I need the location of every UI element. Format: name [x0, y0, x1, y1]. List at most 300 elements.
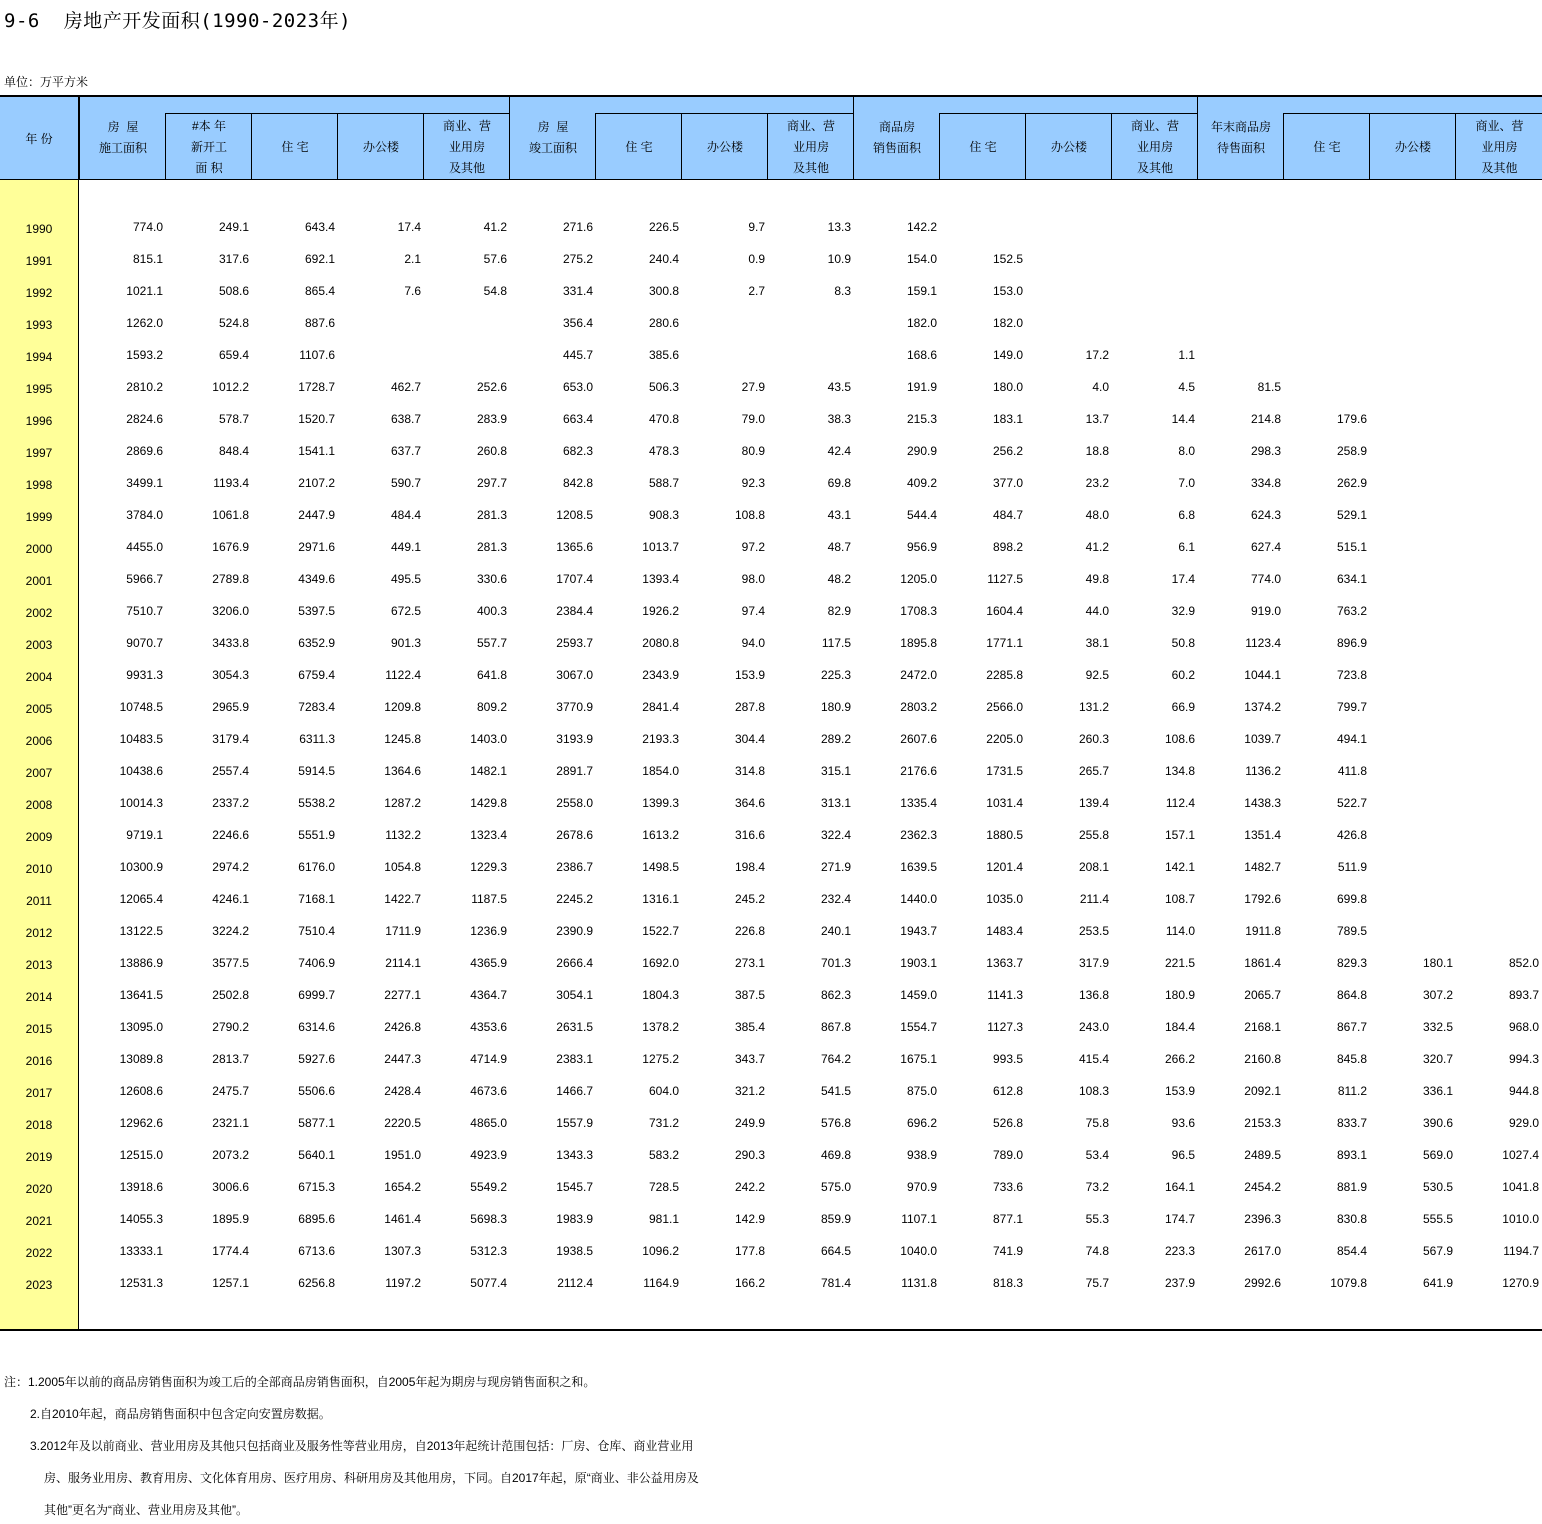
table-cell: 1604.4 [986, 604, 1023, 618]
table-cell: 833.7 [1336, 1116, 1367, 1130]
table-cell: 9719.1 [126, 828, 163, 842]
table-cell: 1774.4 [212, 1244, 249, 1258]
table-cell: 7283.4 [298, 700, 335, 714]
table-cell: 336.1 [1422, 1084, 1453, 1098]
table-cell: 515.1 [1336, 540, 1367, 554]
table-cell: 1061.8 [212, 508, 249, 522]
table-cell: 4.5 [1178, 380, 1195, 394]
table-cell: 3770.9 [556, 700, 593, 714]
table-cell: 5397.5 [298, 604, 335, 618]
table-row [0, 1172, 1542, 1204]
table-cell: 1771.1 [986, 636, 1023, 650]
table-cell: 6999.7 [298, 988, 335, 1002]
table-cell: 2168.1 [1244, 1020, 1281, 1034]
table-cell: 154.0 [906, 252, 937, 266]
table-cell: 4.0 [1092, 380, 1109, 394]
column-header: 办公楼 [1369, 113, 1456, 180]
table-cell: 108.3 [1078, 1084, 1109, 1098]
table-cell: 2383.1 [556, 1052, 593, 1066]
table-cell: 664.5 [820, 1244, 851, 1258]
table-row [0, 660, 1542, 692]
table-cell: 6759.4 [298, 668, 335, 682]
table-cell: 898.2 [992, 540, 1023, 554]
table-cell: 1021.1 [126, 284, 163, 298]
table-cell: 377.0 [992, 476, 1023, 490]
table-cell: 2607.6 [900, 732, 937, 746]
table-cell: 2362.3 [900, 828, 937, 842]
table-cell: 304.4 [734, 732, 765, 746]
table-cell: 1141.3 [987, 988, 1023, 1002]
table-cell: 1122.4 [385, 668, 421, 682]
table-cell: 731.2 [648, 1116, 679, 1130]
table-cell: 136.8 [1078, 988, 1109, 1002]
table-cell: 43.1 [827, 508, 851, 522]
table-cell: 166.2 [734, 1276, 765, 1290]
table-cell: 728.5 [648, 1180, 679, 1194]
table-cell: 157.1 [1164, 828, 1195, 842]
table-cell: 6256.8 [298, 1276, 335, 1290]
table-cell: 2176.6 [900, 764, 937, 778]
table-cell: 1728.7 [298, 380, 335, 394]
table-cell: 1054.8 [384, 860, 421, 874]
table-cell: 2789.8 [212, 572, 249, 586]
table-cell: 624.3 [1250, 508, 1281, 522]
table-cell: 1378.2 [642, 1020, 679, 1034]
table-cell: 322.4 [820, 828, 851, 842]
table-cell: 142.1 [1164, 860, 1195, 874]
table-cell: 692.1 [304, 252, 335, 266]
table-cell: 1351.4 [1244, 828, 1281, 842]
table-cell: 2790.2 [212, 1020, 249, 1034]
table-row [0, 1012, 1542, 1044]
table-cell: 1422.7 [384, 892, 421, 906]
table-cell: 627.4 [1250, 540, 1281, 554]
table-cell: 17.4 [397, 220, 421, 234]
table-cell: 938.9 [906, 1148, 937, 1162]
table-cell: 1983.9 [556, 1212, 593, 1226]
table-cell: 10438.6 [119, 764, 163, 778]
table-cell: 1482.1 [470, 764, 507, 778]
table-row [0, 596, 1542, 628]
table-cell: 3784.0 [126, 508, 163, 522]
year-cell: 2019 [25, 1150, 53, 1164]
table-cell: 256.2 [992, 444, 1023, 458]
table-cell: 1440.0 [900, 892, 937, 906]
table-cell: 13641.5 [119, 988, 163, 1002]
table-cell: 1323.4 [470, 828, 507, 842]
table-cell: 1201.4 [986, 860, 1023, 874]
table-cell: 2472.0 [900, 668, 937, 682]
column-header: 年末商品房 待售面积 [1197, 97, 1284, 179]
table-cell: 81.5 [1257, 380, 1281, 394]
table-cell: 1374.2 [1244, 700, 1281, 714]
table-cell: 864.8 [1336, 988, 1367, 1002]
table-cell: 2396.3 [1244, 1212, 1281, 1226]
table-cell: 283.9 [476, 412, 507, 426]
table-cell: 1943.7 [900, 924, 937, 938]
table-cell: 875.0 [906, 1084, 937, 1098]
table-cell: 153.9 [734, 668, 765, 682]
year-cell: 2009 [25, 830, 53, 844]
year-cell: 2015 [25, 1022, 53, 1036]
table-cell: 7510.7 [126, 604, 163, 618]
table-cell: 2558.0 [556, 796, 593, 810]
table-cell: 1012.2 [212, 380, 249, 394]
table-cell: 5538.2 [298, 796, 335, 810]
table-cell: 723.8 [1336, 668, 1367, 682]
table-cell: 183.1 [992, 412, 1023, 426]
table-row [0, 948, 1542, 980]
table-cell: 1236.9 [470, 924, 507, 938]
table-cell: 5077.4 [470, 1276, 507, 1290]
table-cell: 854.4 [1336, 1244, 1367, 1258]
year-cell: 2004 [25, 670, 53, 684]
table-cell: 1187.5 [471, 892, 507, 906]
table-cell: 1041.8 [1502, 1180, 1539, 1194]
table-cell: 13.3 [827, 220, 851, 234]
table-cell: 153.9 [1164, 1084, 1195, 1098]
table-cell: 494.1 [1336, 732, 1367, 746]
table-cell: 1399.3 [642, 796, 679, 810]
table-cell: 1245.8 [384, 732, 421, 746]
table-cell: 1403.0 [470, 732, 507, 746]
table-cell: 253.5 [1078, 924, 1109, 938]
table-row [0, 1204, 1542, 1236]
table-cell: 4865.0 [470, 1116, 507, 1130]
table-cell: 55.3 [1085, 1212, 1109, 1226]
column-header: 办公楼 [681, 113, 768, 180]
table-cell: 970.9 [906, 1180, 937, 1194]
table-row [0, 692, 1542, 724]
table-cell: 7.6 [404, 284, 421, 298]
table-cell: 2502.8 [212, 988, 249, 1002]
table-cell: 1287.2 [384, 796, 421, 810]
table-cell: 73.2 [1085, 1180, 1109, 1194]
table-cell: 511.9 [1337, 860, 1367, 874]
year-cell: 2014 [25, 990, 53, 1004]
table-cell: 993.5 [992, 1052, 1023, 1066]
table-cell: 214.8 [1250, 412, 1281, 426]
table-cell: 1459.0 [900, 988, 937, 1002]
table-cell: 1903.1 [900, 956, 937, 970]
table-cell: 48.2 [827, 572, 851, 586]
table-cell: 1127.5 [987, 572, 1023, 586]
table-cell: 180.9 [820, 700, 851, 714]
table-cell: 1522.7 [642, 924, 679, 938]
table-cell: 307.2 [1422, 988, 1453, 1002]
table-cell: 255.8 [1078, 828, 1109, 842]
table-cell: 2869.6 [126, 444, 163, 458]
table-cell: 659.4 [218, 348, 249, 362]
table-cell: 38.3 [827, 412, 851, 426]
table-cell: 180.1 [1422, 956, 1453, 970]
table-cell: 98.0 [741, 572, 765, 586]
table-cell: 2428.4 [384, 1084, 421, 1098]
year-cell: 1997 [25, 446, 53, 460]
table-cell: 1613.2 [642, 828, 679, 842]
table-cell: 2246.6 [212, 828, 249, 842]
table-cell: 13122.5 [119, 924, 163, 938]
year-cell: 2008 [25, 798, 53, 812]
table-cell: 240.4 [648, 252, 679, 266]
table-cell: 314.8 [734, 764, 765, 778]
table-cell: 317.6 [218, 252, 249, 266]
table-cell: 1335.4 [900, 796, 937, 810]
table-cell: 6352.9 [298, 636, 335, 650]
table-cell: 3193.9 [556, 732, 593, 746]
table-cell: 3067.0 [556, 668, 593, 682]
table-cell: 1107.1 [901, 1212, 937, 1226]
column-header: 办公楼 [1025, 113, 1112, 180]
year-cell: 2023 [25, 1278, 53, 1292]
table-cell: 13918.6 [119, 1180, 163, 1194]
table-row [0, 468, 1542, 500]
table-cell: 96.5 [1171, 1148, 1195, 1162]
table-cell: 2073.2 [212, 1148, 249, 1162]
table-cell: 6713.6 [298, 1244, 335, 1258]
table-cell: 74.8 [1085, 1244, 1109, 1258]
year-cell: 2002 [25, 606, 53, 620]
table-cell: 815.1 [132, 252, 163, 266]
table-cell: 774.0 [132, 220, 163, 234]
table-cell: 82.9 [827, 604, 851, 618]
table-cell: 243.0 [1078, 1020, 1109, 1034]
table-cell: 1363.7 [986, 956, 1023, 970]
table-cell: 1205.0 [900, 572, 937, 586]
table-cell: 7510.4 [298, 924, 335, 938]
table-cell: 1792.6 [1244, 892, 1281, 906]
table-cell: 10300.9 [119, 860, 163, 874]
column-header: 商业、营 业用房 及其他 [423, 113, 510, 180]
table-cell: 1554.7 [900, 1020, 937, 1034]
table-cell: 2384.4 [556, 604, 593, 618]
table-cell: 604.0 [648, 1084, 679, 1098]
table-cell: 2426.8 [384, 1020, 421, 1034]
table-cell: 2803.2 [900, 700, 937, 714]
table-cell: 1676.9 [212, 540, 249, 554]
table-cell: 1136.2 [1245, 764, 1281, 778]
table-cell: 634.1 [1336, 572, 1367, 586]
table-cell: 289.2 [820, 732, 851, 746]
table-cell: 249.1 [218, 220, 249, 234]
table-cell: 13089.8 [119, 1052, 163, 1066]
table-cell: 1895.9 [212, 1212, 249, 1226]
table-cell: 1593.2 [126, 348, 163, 362]
table-cell: 1707.4 [556, 572, 593, 586]
table-cell: 142.9 [734, 1212, 765, 1226]
table-cell: 4365.9 [470, 956, 507, 970]
table-cell: 1013.7 [642, 540, 679, 554]
table-cell: 1127.3 [987, 1020, 1023, 1034]
table-cell: 1498.5 [642, 860, 679, 874]
table-cell: 2.7 [748, 284, 765, 298]
year-cell: 1996 [25, 414, 53, 428]
table-cell: 1307.3 [384, 1244, 421, 1258]
table-cell: 9931.3 [126, 668, 163, 682]
table-cell: 5312.3 [470, 1244, 507, 1258]
table-cell: 38.1 [1085, 636, 1109, 650]
table-cell: 637.7 [390, 444, 421, 458]
table-cell: 896.9 [1336, 636, 1367, 650]
table-cell: 699.8 [1336, 892, 1367, 906]
table-cell: 117.5 [821, 636, 851, 650]
table-cell: 271.9 [820, 860, 851, 874]
table-cell: 830.8 [1336, 1212, 1367, 1226]
table-cell: 108.6 [1164, 732, 1195, 746]
table-row [0, 436, 1542, 468]
table-cell: 2593.7 [556, 636, 593, 650]
table-cell: 10014.3 [119, 796, 163, 810]
table-cell: 174.7 [1164, 1212, 1195, 1226]
table-cell: 1193.4 [213, 476, 249, 490]
table-cell: 575.0 [820, 1180, 851, 1194]
year-cell: 2018 [25, 1118, 53, 1132]
table-cell: 4246.1 [212, 892, 249, 906]
table-cell: 1675.1 [900, 1052, 937, 1066]
footnote-line: 注：1.2005年以前的商品房销售面积为竣工后的全部商品房销售面积，自2005年起为期房与现房销售面积之和。 [4, 1375, 596, 1389]
table-cell: 94.0 [741, 636, 765, 650]
table-row [0, 340, 1542, 372]
table-cell: 2245.2 [556, 892, 593, 906]
table-cell: 5549.2 [470, 1180, 507, 1194]
table-cell: 6895.6 [298, 1212, 335, 1226]
table-cell: 12515.0 [119, 1148, 163, 1162]
table-row [0, 820, 1542, 852]
table-cell: 2810.2 [126, 380, 163, 394]
table-row [0, 372, 1542, 404]
table-cell: 641.8 [476, 668, 507, 682]
table-cell: 225.3 [820, 668, 851, 682]
table-cell: 887.6 [304, 316, 335, 330]
table-cell: 1209.8 [384, 700, 421, 714]
table-cell: 6.1 [1178, 540, 1195, 554]
table-cell: 108.7 [1164, 892, 1195, 906]
table-cell: 409.2 [906, 476, 937, 490]
table-cell: 92.3 [741, 476, 765, 490]
column-header: 住 宅 [939, 113, 1026, 180]
table-cell: 240.1 [820, 924, 851, 938]
table-cell: 901.3 [390, 636, 421, 650]
table-cell: 385.4 [734, 1020, 765, 1034]
table-cell: 522.7 [1336, 796, 1367, 810]
table-cell: 10748.5 [119, 700, 163, 714]
table-cell: 12608.6 [119, 1084, 163, 1098]
table-cell: 1365.6 [556, 540, 593, 554]
table-cell: 919.0 [1250, 604, 1281, 618]
table-cell: 48.0 [1085, 508, 1109, 522]
table-cell: 315.1 [820, 764, 851, 778]
table-cell: 152.5 [992, 252, 1023, 266]
table-cell: 741.9 [992, 1244, 1023, 1258]
table-cell: 1711.9 [385, 924, 421, 938]
year-cell: 2003 [25, 638, 53, 652]
unit-label: 单位：万平方米 [4, 75, 89, 89]
table-cell: 1951.0 [384, 1148, 421, 1162]
table-cell: 7406.9 [298, 956, 335, 970]
table-cell: 6314.6 [298, 1020, 335, 1034]
table-cell: 232.4 [820, 892, 851, 906]
table-cell: 1639.5 [900, 860, 937, 874]
table-cell: 287.8 [734, 700, 765, 714]
table-row [0, 404, 1542, 436]
table-cell: 179.6 [1336, 412, 1367, 426]
table-cell: 653.0 [562, 380, 593, 394]
table-cell: 445.7 [562, 348, 593, 362]
table-top-rule [0, 95, 1542, 97]
table-cell: 4923.9 [470, 1148, 507, 1162]
table-cell: 781.4 [820, 1276, 851, 1290]
column-header: 住 宅 [1283, 113, 1370, 180]
table-cell: 390.6 [1422, 1116, 1453, 1130]
table-cell: 281.3 [476, 540, 507, 554]
year-cell: 1998 [25, 478, 53, 492]
table-cell: 1926.2 [642, 604, 679, 618]
table-cell: 701.3 [820, 956, 851, 970]
table-cell: 612.8 [992, 1084, 1023, 1098]
table-cell: 69.8 [827, 476, 851, 490]
table-cell: 343.7 [734, 1052, 765, 1066]
table-row [0, 532, 1542, 564]
year-cell: 2022 [25, 1246, 53, 1260]
table-cell: 6715.3 [298, 1180, 335, 1194]
table-cell: 252.6 [476, 380, 507, 394]
table-cell: 400.3 [476, 604, 507, 618]
year-cell: 2000 [25, 542, 53, 556]
table-cell: 60.2 [1171, 668, 1195, 682]
table-cell: 2566.0 [986, 700, 1023, 714]
table-cell: 17.4 [1171, 572, 1195, 586]
table-cell: 13333.1 [119, 1244, 163, 1258]
table-cell: 1541.1 [298, 444, 335, 458]
table-cell: 7.0 [1178, 476, 1195, 490]
table-cell: 92.5 [1085, 668, 1109, 682]
table-cell: 298.3 [1250, 444, 1281, 458]
table-cell: 265.7 [1078, 764, 1109, 778]
table-cell: 5506.6 [298, 1084, 335, 1098]
table-cell: 8.0 [1178, 444, 1195, 458]
table-cell: 262.9 [1336, 476, 1367, 490]
table-cell: 3006.6 [212, 1180, 249, 1194]
column-header: 房 屋 施工面积 [79, 97, 166, 179]
table-cell: 18.8 [1085, 444, 1109, 458]
table-cell: 829.3 [1336, 956, 1367, 970]
table-cell: 13.7 [1085, 412, 1109, 426]
table-cell: 2824.6 [126, 412, 163, 426]
table-cell: 1895.8 [900, 636, 937, 650]
table-cell: 182.0 [906, 316, 937, 330]
table-cell: 208.1 [1078, 860, 1109, 874]
table-cell: 44.0 [1085, 604, 1109, 618]
table-cell: 1654.2 [384, 1180, 421, 1194]
table-cell: 763.2 [1336, 604, 1367, 618]
table-row [0, 788, 1542, 820]
table-cell: 5927.6 [298, 1052, 335, 1066]
table-cell: 944.8 [1508, 1084, 1539, 1098]
table-row [0, 212, 1542, 244]
table-cell: 50.8 [1171, 636, 1195, 650]
table-cell: 7168.1 [298, 892, 335, 906]
table-cell: 818.3 [992, 1276, 1023, 1290]
table-cell: 576.8 [820, 1116, 851, 1130]
table-cell: 495.5 [390, 572, 421, 586]
table-cell: 877.1 [992, 1212, 1023, 1226]
table-cell: 273.1 [734, 956, 765, 970]
table-cell: 1343.3 [556, 1148, 593, 1162]
table-cell: 1429.8 [470, 796, 507, 810]
table-cell: 1040.0 [900, 1244, 937, 1258]
table-cell: 1044.1 [1244, 668, 1281, 682]
year-cell: 2016 [25, 1054, 53, 1068]
